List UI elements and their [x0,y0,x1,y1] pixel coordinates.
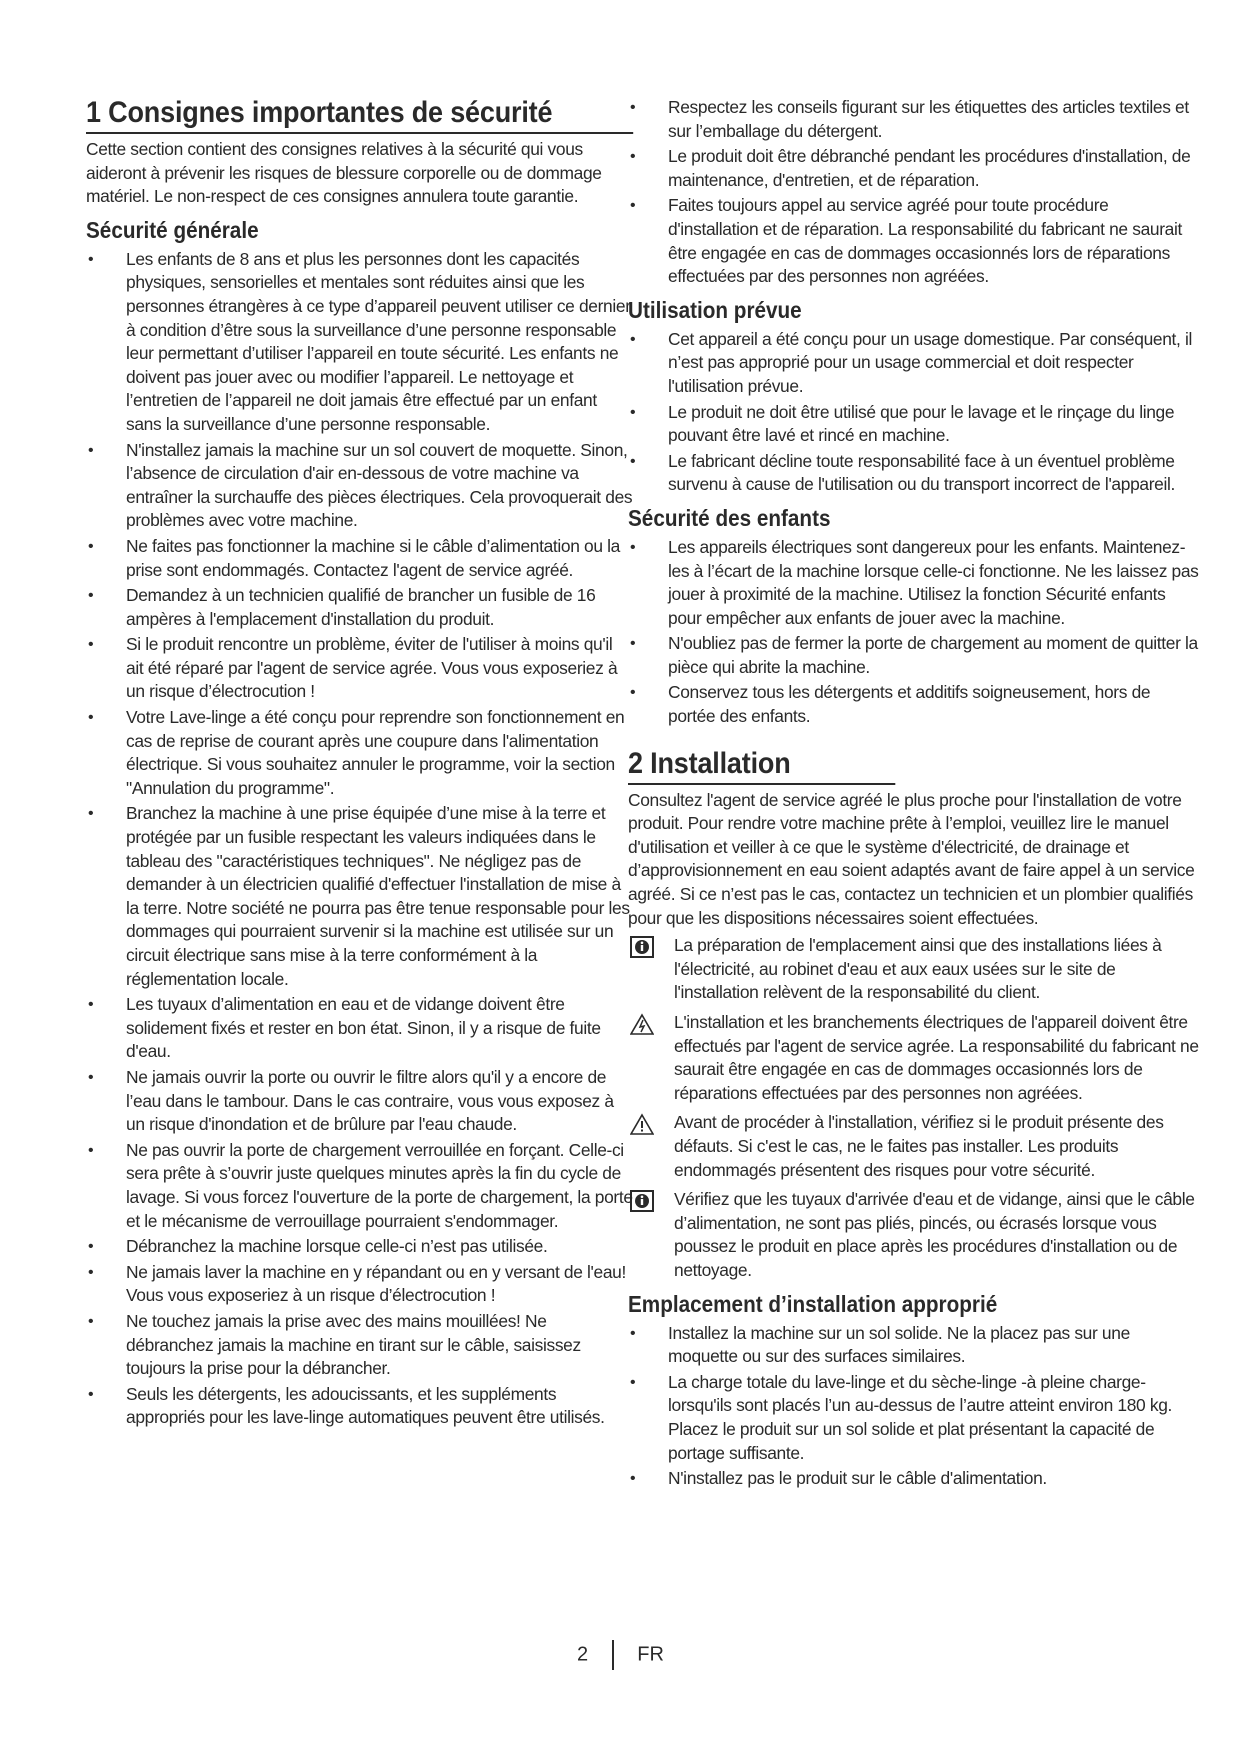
list-item-text: La charge totale du lave-linge et du sèche-linge -à pleine charge- lorsqu'ils sont placés l’un au-dessus de l’autre atteint environ 180 kg. Placez le produit sur un sol solide et plat présentant la capacité de portage suffisante. [668,1371,1173,1463]
list-item-text: Ne jamais ouvrir la porte ou ouvrir le filtre alors qu'il y a encore de l’eau dans le tambour. Dans le cas contraire, vous vous exposez à un risque d'inondation et de brûlure par l'eau chaude. [126,1066,614,1135]
list-item [628,401,1200,448]
installation-note [628,1111,1200,1182]
safety-intro: Cette section contient des consignes relatives à la sécurité qui vous aideront à prévenir les risques de blessure corporelle ou de dommage matériel. Le non-respect de ces consignes annulera toute garantie. [86,139,602,207]
list-item [86,1235,634,1259]
list-item [628,1322,1200,1369]
section-title-safety: 1 Consignes importantes de sécurité [86,96,633,134]
list-item-text: Les appareils électriques sont dangereux pour les enfants. Maintenez-les à l’écart de la machine lorsque celle-ci fonctionne. Ne les laissez pas jouer à proximité de la machine. Utilisez la fonction Sécurité enfants pour empêcher aux enfants de jouer avec la machine. [668,536,1199,628]
bullet-icon: • [630,330,636,348]
section-title-installation: 2 Installation [628,747,896,785]
bullet-icon: • [88,1312,94,1330]
list-item [86,248,634,437]
list-item [86,584,634,631]
list-item [86,1066,634,1137]
bullet-icon: • [630,452,636,470]
info-icon [630,936,654,958]
left-column [86,96,634,1432]
heading-general-safety: Sécurité générale [86,216,259,243]
footer-separator [612,1640,614,1670]
language-code: FR [637,1643,664,1666]
page-number: 2 [577,1643,589,1666]
bullet-icon: • [88,1385,94,1403]
bullet-icon: • [88,1263,94,1281]
note-text: La préparation de l'emplacement ainsi que des installations liées à l'électricité, au robinet d'eau et aux eaux usées sur le site de l'installation relèvent de la responsabilité du client. [674,935,1162,1003]
note-text: Avant de procéder à l'installation, vérifiez si le produit présente des défauts. Si c'est le cas, ne le faites pas installer. Les produits endommagés présentent des risques pour votre sécurité. [674,1112,1164,1180]
bullet-icon: • [88,709,94,727]
list-item [86,535,634,582]
list-item [628,681,1200,728]
right-column [628,96,1200,1493]
list-item-text: Ne jamais laver la machine en y répandant ou en y versant de l'eau! Vous vous exposeriez à un risque d’électrocution ! [126,1261,626,1306]
list-item [628,145,1200,192]
bullet-icon: • [630,99,636,116]
list-item [86,1310,634,1381]
list-item [628,194,1200,288]
list-item-text: Conservez tous les détergents et additifs soigneusement, hors de portée des enfants. [668,682,1151,727]
bullet-icon: • [88,537,94,555]
list-item-text: Branchez la machine à une prise équipée d’une mise à la terre et protégée par un fusible respectant les valeurs indiquées dans le tableau des "caractéristiques techniques". Ne négligez pas de demander à un électricien qualifié d'effectuer l'installation de mise à la terre. Notre société ne pourra pas être tenue responsable pour les dommages qui pourraient survenir si la machine est utilisée sur un circuit électrique sans mise à la terre conformément à la réglementation locale. [126,803,630,989]
bullet-icon: • [88,250,94,268]
list-item-text: Seuls les détergents, les adoucissants, et les suppléments appropriés pour les lave-linge automatiques peuvent être utilisés. [126,1383,605,1428]
heading-installation-location: Emplacement d’installation approprié [628,1290,998,1317]
bullet-icon: • [88,587,94,605]
info-icon [630,1190,654,1212]
list-item [86,633,634,704]
bullet-icon: • [630,684,636,702]
bullet-icon: • [88,996,94,1014]
bullet-icon: • [88,636,94,654]
bullet-icon: • [88,1238,94,1256]
warning-icon [630,1113,654,1135]
note-text: L'installation et les branchements électriques de l'appareil doivent être effectués par l'agent de service agrée. La responsabilité du fabricant ne saurait être engagée en cas de dommages occasionnés lors de réparations effectuées par des personnes non agréées. [674,1012,1199,1103]
list-item-text: N'installez jamais la machine sur un sol couvert de moquette. Sinon, l’absence de circulation d'air en-dessous de votre machine va entraîner la surchauffe des pièces électriques. Cela provoquerait des problèmes avec votre machine. [126,439,633,531]
list-item [628,536,1200,630]
top-safety-list [628,96,1200,289]
list-item-text: Respectez les conseils figurant sur les étiquettes des articles textiles et sur l’emballage du détergent. [668,97,1189,141]
list-item [628,1467,1200,1491]
list-item-text: Ne touchez jamais la prise avec des mains mouillées! Ne débranchez jamais la machine en tirant sur le câble, saisissez toujours la prise pour la débrancher. [126,1310,581,1379]
list-item-text: Débranchez la machine lorsque celle-ci n’est pas utilisée. [126,1236,548,1257]
bullet-icon: • [88,805,94,823]
list-item [86,706,634,800]
list-item-text: Ne pas ouvrir la porte de chargement verrouillée en forçant. Celle-ci sera prête à s’ouvrir juste quelques minutes après la fin du cycle de lavage. Si vous forcez l'ouverture de la porte de chargement, la porte et le mécanisme de verrouillage pourraient s'endommager. [126,1139,633,1231]
list-item-text: N'oubliez pas de fermer la porte de chargement au moment de quitter la pièce qui abrite la machine. [668,633,1198,677]
list-item [628,328,1200,399]
note-text: Vérifiez que les tuyaux d'arrivée d'eau et de vidange, ainsi que le câble d’alimentation, ne sont pas pliés, pincés, ou écrasés lorsque vous poussez le produit en place après les procédures d'installation ou de nettoyage. [674,1189,1195,1280]
list-item [86,439,634,533]
intended-use-list [628,328,1200,497]
heading-intended-use: Utilisation prévue [628,296,802,323]
bullet-icon: • [88,1068,94,1086]
list-item [86,1139,634,1233]
list-item-text: Demandez à un technicien qualifié de brancher un fusible de 16 ampères à l'emplacement d'installation du produit. [126,585,596,629]
bullet-icon: • [630,197,636,215]
installation-note [628,934,1200,1005]
general-safety-list [86,248,634,1430]
bullet-icon: • [630,538,636,556]
list-item-text: Les tuyaux d’alimentation en eau et de vidange doivent être solidement fixés et rester en bon état. Sinon, il y a risque de fuite d'eau. [126,994,601,1062]
installation-intro: Consultez l'agent de service agréé le plus proche pour l'installation de votre produit. Pour rendre votre machine prête à l’emploi, veuillez lire le manuel d'utilisation et veiller à ce que le système d'électricité, de drainage et d’approvisionnement en eau soient adaptés avant de faire appel à un service agréé. Si ce n’est pas le cas, contactez un technicien et un plombier qualifiés pour que les dispositions nécessaires soient effectuées. [628,789,1195,928]
list-item-text: N'installez pas le produit sur le câble d'alimentation. [668,1468,1047,1489]
list-item-text: Le produit doit être débranché pendant les procédures d'installation, de maintenance, d'entretien, et de réparation. [668,146,1191,190]
electric-warning-icon [630,1013,654,1035]
installation-note [628,1011,1200,1105]
list-item-text: Votre Lave-linge a été conçu pour reprendre son fonctionnement en cas de reprise de courant après une coupure dans l'alimentation électrique. Si vous souhaitez annuler le programme, voir la section "Annulation du programme". [126,707,625,798]
bullet-icon: • [630,1373,636,1391]
list-item [628,96,1200,143]
list-item [86,1261,634,1308]
bullet-icon: • [630,635,636,653]
child-safety-list [628,536,1200,729]
list-item-text: Ne faites pas fonctionner la machine si le câble d’alimentation ou la prise sont endommagés. Contactez l'agent de service agréé. [126,535,621,580]
installation-note [628,1188,1200,1282]
list-item-text: Cet appareil a été conçu pour un usage domestique. Par conséquent, il n’est pas approprié pour un usage commercial et doit respecter l'utilisation prévue. [668,328,1193,396]
bullet-icon: • [630,148,636,166]
list-item-text: Faites toujours appel au service agréé pour toute procédure d'installation et de réparation. La responsabilité du fabricant ne saurait être engagée en cas de dommages occasionnés lors de réparations effectuées par des personnes non agréées. [668,195,1182,287]
list-item-text: Le fabricant décline toute responsabilité face à un éventuel problème survenu à cause de l'utilisation ou du transport incorrect de l'appareil. [668,450,1175,495]
list-item [628,632,1200,679]
installation-location-list [628,1322,1200,1491]
bullet-icon: • [88,441,94,459]
list-item [628,1371,1200,1465]
bullet-icon: • [630,1324,636,1342]
list-item-text: Installez la machine sur un sol solide. Ne la placez pas sur une moquette ou sur des surfaces similaires. [668,1322,1130,1367]
list-item [86,993,634,1064]
bullet-icon: • [630,403,636,421]
list-item-text: Le produit ne doit être utilisé que pour le lavage et le rinçage du linge pouvant être lavé et rincé en machine. [668,401,1175,446]
page-footer [0,1640,1241,1670]
bullet-icon: • [88,1141,94,1159]
installation-notes [628,934,1200,1282]
list-item-text: Si le produit rencontre un problème, éviter de l'utiliser à moins qu'il ait été réparé par l'agent de service agrée. Vous vous exposeriez à un risque d’électrocution ! [126,634,618,702]
list-item [628,450,1200,497]
bullet-icon: • [630,1470,636,1488]
list-item [86,802,634,991]
list-item [86,1383,634,1430]
list-item-text: Les enfants de 8 ans et plus les personnes dont les capacités physiques, sensorielles et mentales sont réduites ainsi que les personnes étrangères à ce type d’appareil peuvent utiliser ce dernier à condition d’être sous la surveillance d’une personne responsable leur permettant d’utiliser l’appareil en toute sécurité. Les enfants ne doivent pas jouer avec ou modifier l’appareil. Le nettoyage et l’entretien de l’appareil ne doit jamais être effectué par un enfant sans la surveillance d’une personne responsable. [126,248,631,434]
heading-child-safety: Sécurité des enfants [628,504,831,531]
